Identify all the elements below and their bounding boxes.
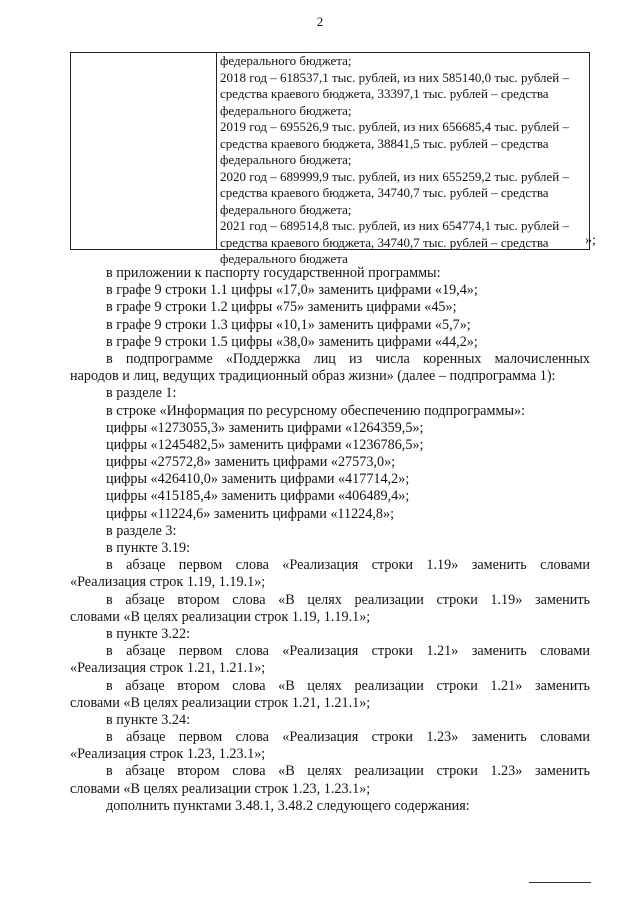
body-line: в строке «Информация по ресурсному обеспечению подпрограммы»: [106, 402, 526, 419]
body-line: в пункте 3.22: [106, 625, 191, 642]
table-line: средства краевого бюджета, 33397,1 тыс. рублей – средства [220, 86, 549, 101]
table-line: 2019 год – 695526,9 тыс. рублей, из них 656685,4 тыс. рублей – [220, 119, 569, 134]
body-line: в пункте 3.19: [106, 540, 191, 556]
body-line: в разделе 1: [106, 385, 177, 402]
table-line: федерального бюджета; [220, 102, 352, 118]
table-line: федерального бюджета [220, 251, 348, 266]
body-line: цифры «415185,4» заменить цифрами «406489,4»; [106, 488, 410, 505]
body-line: в абзаце первом слова «Реализация строки 1.21» заменить словами [106, 643, 590, 660]
body-line: в разделе 3: [106, 522, 177, 539]
body-line: дополнить пунктами 3.48.1, 3.48.2 следующего содержания: [106, 797, 470, 814]
table-line: 2018 год – 618537,1 тыс. рублей, из них 585140,0 тыс. рублей – [220, 69, 569, 85]
body-line: «Реализация строк 1.23, 1.23.1»; [70, 746, 266, 763]
body-line: в подпрограмме «Поддержка лиц из числа коренных малочисленных [106, 350, 590, 367]
body-line: цифры «11224,6» заменить цифрами «11224,8»; [106, 505, 395, 522]
page-number: 2 [316, 14, 324, 29]
body-line: в графе 9 строки 1.5 цифры «38,0» заменить цифрами «44,2»; [106, 333, 478, 350]
budget-table [70, 52, 590, 266]
body-line: цифры «426410,0» заменить цифрами «417714,2»; [106, 471, 410, 488]
document-body [70, 265, 590, 815]
body-line: в абзаце втором слова «В целях реализации строки 1.21» заменить [106, 677, 590, 694]
table-line: федерального бюджета; [220, 152, 352, 167]
body-line: цифры «1273055,3» заменить цифрами «1264359,5»; [106, 419, 424, 436]
body-line: в графе 9 строки 1.1 цифры «17,0» заменить цифрами «19,4»; [106, 282, 478, 299]
body-line: в абзаце первом слова «Реализация строки 1.19» заменить словами [106, 557, 590, 574]
table-line: средства краевого бюджета, 34740,7 тыс. рублей – средства [220, 185, 549, 200]
table-line: 2020 год – 689999,9 тыс. рублей, из них 655259,2 тыс. рублей – [220, 168, 569, 184]
body-line: в приложении к паспорту государственной программы: [106, 265, 441, 281]
table-line: 2021 год – 689514,8 тыс. рублей, из них 654774,1 тыс. рублей – [220, 218, 569, 233]
table-line: средства краевого бюджета, 38841,5 тыс. рублей – средства [220, 135, 549, 151]
body-line: в пункте 3.24: [106, 711, 191, 728]
body-line: словами «В целях реализации строк 1.21, 1.21.1»; [70, 694, 371, 711]
body-line: «Реализация строк 1.19, 1.19.1»; [70, 574, 266, 591]
body-line: словами «В целях реализации строк 1.23, 1.23.1»; [70, 780, 371, 797]
body-line: «Реализация строк 1.21, 1.21.1»; [70, 660, 266, 677]
body-line: цифры «27572,8» заменить цифрами «27573,0»; [106, 454, 396, 471]
body-line: цифры «1245482,5» заменить цифрами «1236786,5»; [106, 436, 424, 453]
body-line: в графе 9 строки 1.3 цифры «10,1» заменить цифрами «5,7»; [106, 316, 471, 333]
body-line: в абзаце втором слова «В целях реализации строки 1.23» заменить [106, 763, 590, 780]
body-line: в абзаце первом слова «Реализация строки 1.23» заменить словами [106, 729, 590, 746]
body-line: народов и лиц, ведущих традиционный образ жизни» (далее – подпрограмма 1): [70, 368, 556, 385]
table-closing-quote: »; [585, 233, 596, 248]
body-line: словами «В целях реализации строк 1.19, 1.19.1»; [70, 608, 371, 625]
body-line: в графе 9 строки 1.2 цифры «75» заменить цифрами «45»; [106, 299, 457, 316]
table-line: федерального бюджета; [220, 53, 352, 68]
table-line: федерального бюджета; [220, 201, 352, 217]
table-cell-financing [220, 53, 588, 268]
table-line: средства краевого бюджета, 34740,7 тыс. рублей – средства [220, 234, 549, 250]
body-line: в абзаце втором слова «В целях реализации строки 1.19» заменить [106, 591, 590, 608]
table-column-divider [216, 53, 217, 249]
footer-rule [529, 882, 591, 883]
